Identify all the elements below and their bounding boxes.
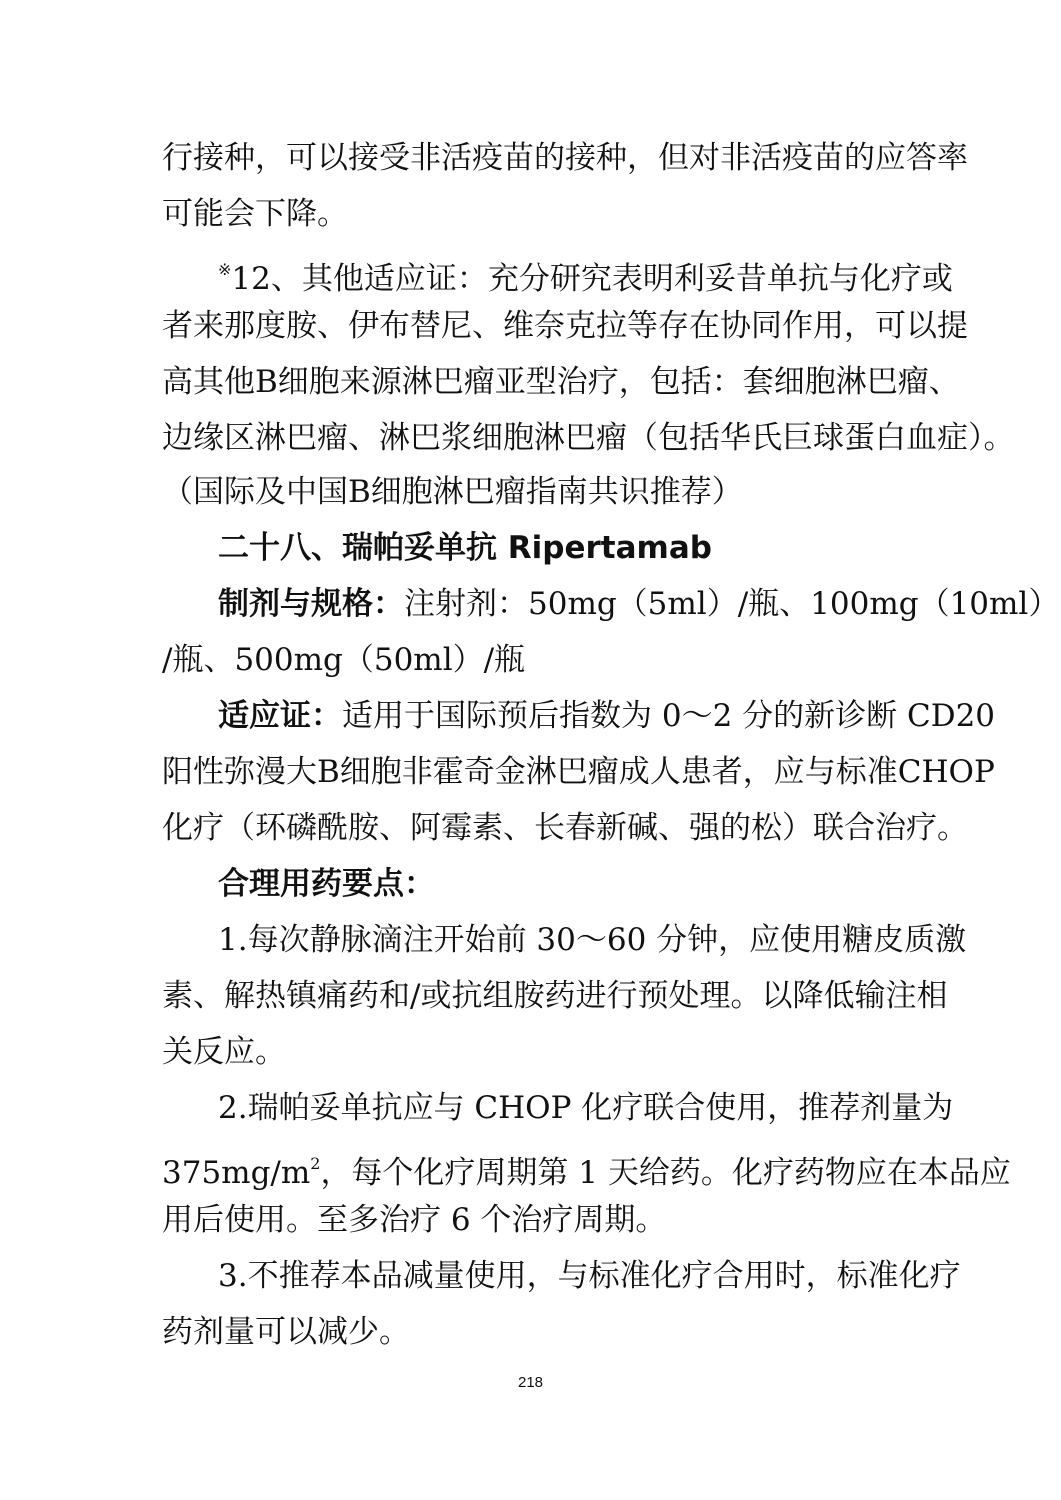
paragraph-line: /瓶、500mg（50ml）/瓶 bbox=[162, 642, 526, 678]
indication-line bbox=[0, 696, 1061, 736]
superscript: 2 bbox=[310, 1154, 321, 1173]
paragraph-line: 高其他B细胞来源淋巴瘤亚型治疗，包括：套细胞淋巴瘤、 bbox=[162, 364, 960, 400]
spec-label: 制剂与规格： bbox=[218, 586, 404, 622]
paragraph-line: （国际及中国B细胞淋巴瘤指南共识推荐） bbox=[162, 474, 743, 510]
paragraph-line: 边缘区淋巴瘤、淋巴浆细胞淋巴瘤（包括华氏巨球蛋白血症）。 bbox=[162, 420, 1015, 456]
paragraph-line: 可能会下降。 bbox=[162, 196, 348, 232]
paragraph-text: 12、其他适应证：充分研究表明利妥昔单抗与化疗或 bbox=[231, 261, 953, 297]
paragraph-line: 关反应。 bbox=[162, 1034, 286, 1070]
paragraph-line: 2.瑞帕妥单抗应与 CHOP 化疗联合使用，推荐剂量为 bbox=[218, 1090, 954, 1126]
dose-value: 375mg/m bbox=[162, 1155, 311, 1191]
paragraph-line: 3.不推荐本品减量使用，与标准化疗合用时，标准化疗 bbox=[218, 1258, 961, 1294]
paragraph-line: 者来那度胺、伊布替尼、维奈克拉等存在协同作用，可以提 bbox=[162, 308, 968, 344]
paragraph-line: 素、解热镇痛药和/或抗组胺药进行预处理。以降低输注相 bbox=[162, 978, 948, 1014]
section-heading: 二十八、瑞帕妥单抗 Ripertamab bbox=[218, 530, 712, 566]
points-heading: 合理用药要点： bbox=[218, 866, 435, 902]
paragraph-text: ，每个化疗周期第 1 天给药。化疗药物应在本品应 bbox=[320, 1155, 1011, 1191]
reference-mark: ※ bbox=[218, 260, 232, 279]
indication-label: 适应证： bbox=[218, 698, 342, 734]
paragraph-line bbox=[0, 1144, 1061, 1193]
spec-text: 注射剂：50mg（5ml）/瓶、100mg（10ml） bbox=[404, 586, 1060, 622]
indication-text: 适用于国际预后指数为 0～2 分的新诊断 CD20 bbox=[342, 698, 996, 734]
paragraph-line: 阳性弥漫大B细胞非霍奇金淋巴瘤成人患者，应与标准CHOP bbox=[162, 754, 995, 790]
paragraph-line bbox=[0, 250, 1061, 299]
page-number: 218 bbox=[517, 1374, 544, 1391]
paragraph-line: 化疗（环磷酰胺、阿霉素、长春新碱、强的松）联合治疗。 bbox=[162, 810, 968, 846]
paragraph-line: 1.每次静脉滴注开始前 30～60 分钟，应使用糖皮质激 bbox=[218, 922, 967, 958]
paragraph-line: 药剂量可以减少。 bbox=[162, 1314, 410, 1350]
paragraph-line: 用后使用。至多治疗 6 个治疗周期。 bbox=[162, 1202, 667, 1238]
spec-line bbox=[0, 584, 1061, 624]
paragraph-line: 行接种，可以接受非活疫苗的接种，但对非活疫苗的应答率 bbox=[162, 140, 968, 176]
